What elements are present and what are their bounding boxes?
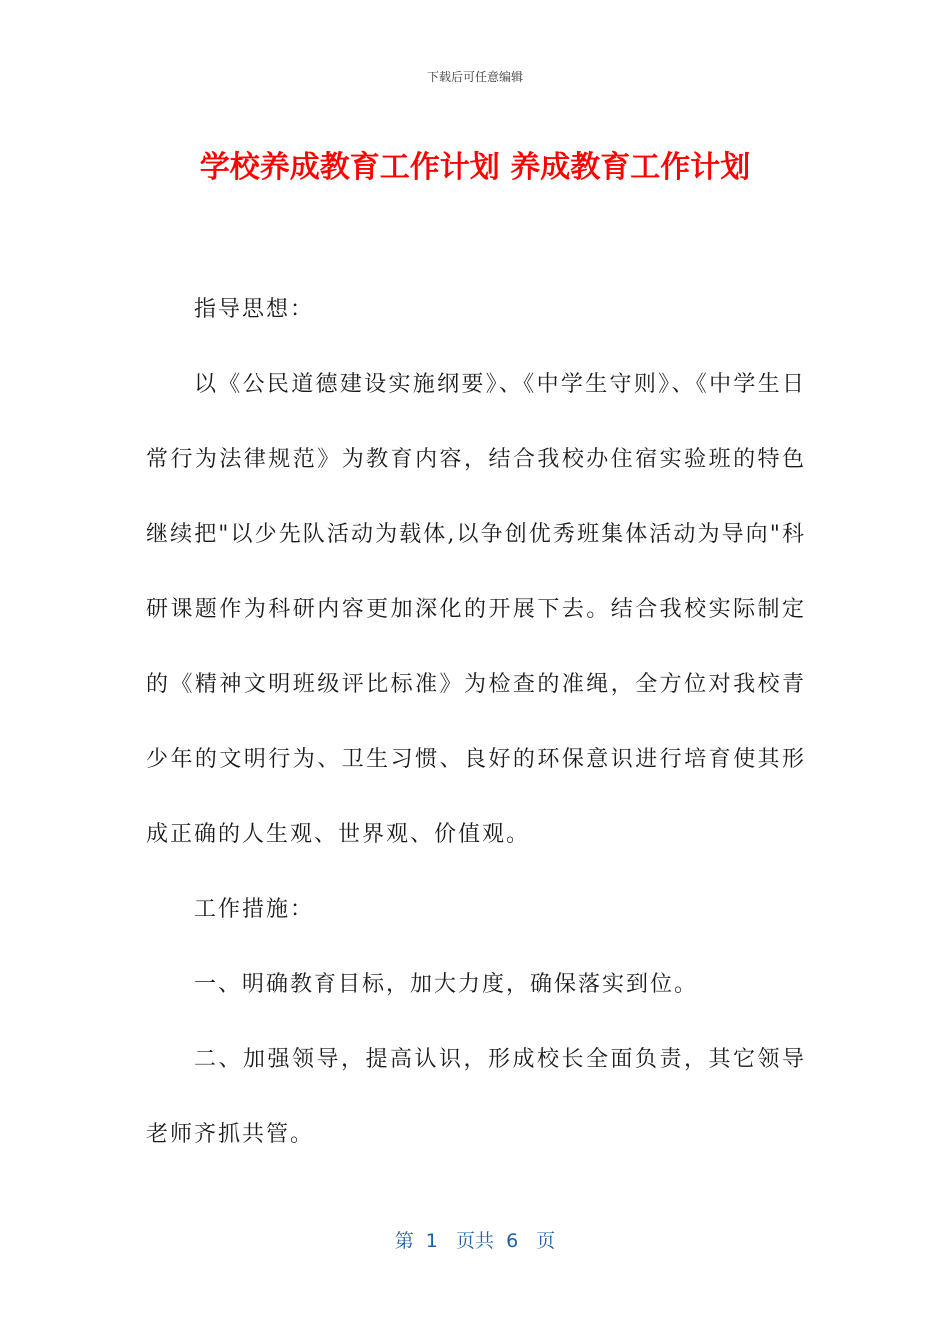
paragraph-guiding-heading: 指导思想： [194,297,315,322]
paragraph-guiding-content: 以《公民道德建设实施纲要》、《中学生守则》、《中学生日常行为法律规范》为教育内容，结合我校办住宿实验班的特色继续把"以少先队活动为载体,以争创优秀班集体活动为导向"科研课题作为科研内容更加深化的开展下去。结合我校实际制定的《精神文明班级评比标准》为检查的准绳，全方位对我校青少年的文明行为、卫生习惯、良好的环保意识进行培育使其形成正确的人生观、世界观、价值观。 [146,372,806,847]
header-note: 下载后可任意编辑 [426,70,523,84]
paragraph-measures-heading: 工作措施： [194,897,315,922]
page-footer: 第 1 页共 6 页 [394,1230,556,1252]
paragraph-measure-1: 一、明确教育目标，加大力度，确保落实到位。 [194,972,699,997]
paragraph-measure-2: 二、加强领导，提高认识，形成校长全面负责，其它领导老师齐抓共管。 [146,1047,806,1147]
document-body [146,272,806,1172]
document-title: 学校养成教育工作计划 养成教育工作计划 [199,150,751,185]
